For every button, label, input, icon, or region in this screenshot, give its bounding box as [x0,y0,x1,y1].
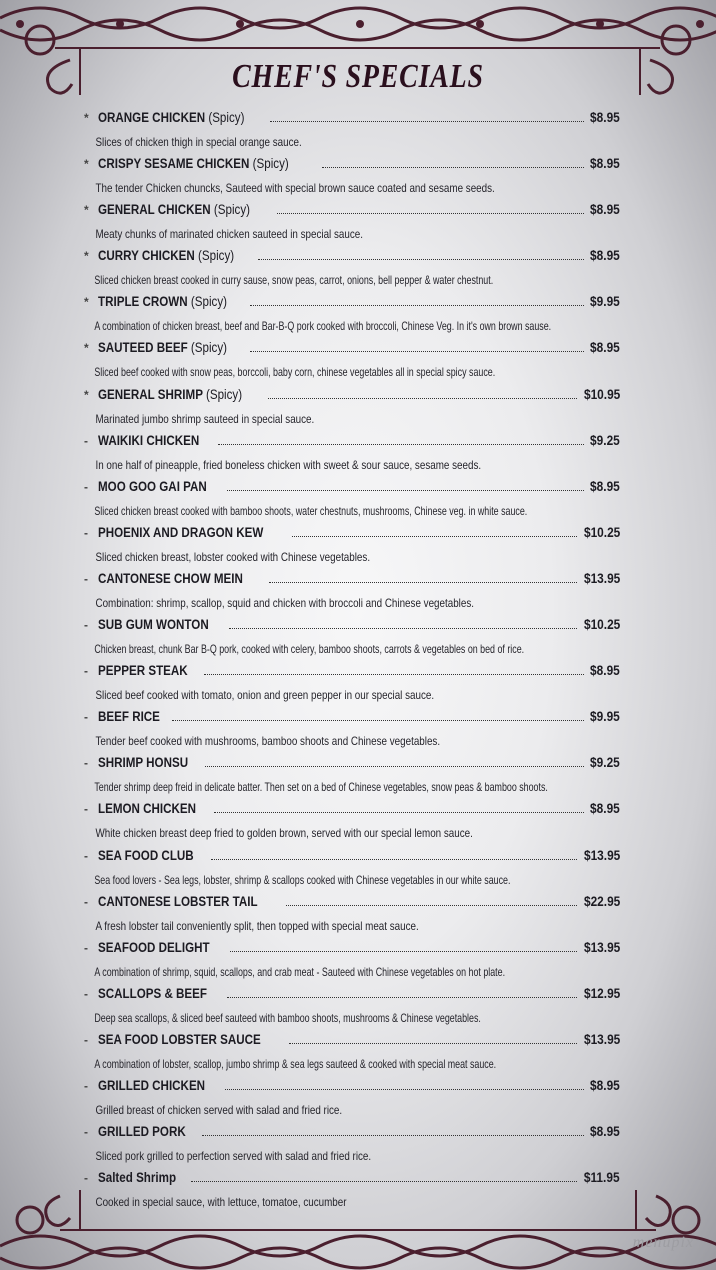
dot-leader [258,259,584,260]
dot-leader [227,490,585,491]
item-price: $12.95 [583,985,620,1001]
item-price: $13.95 [583,1031,620,1047]
bullet-mark: - [84,525,88,540]
item-description: Sliced beef cooked with tomato, onion and green pepper in our special sauce. [95,688,435,703]
item-description: Sliced chicken breast, lobster cooked with Chinese vegetables. [95,549,371,564]
menu-item [84,340,620,386]
item-name: PHOENIX AND DRAGON KEW [98,524,264,540]
item-description: Slices of chicken thigh in special orange sauce. [95,135,302,149]
item-name-wrap [98,571,243,586]
menu-item [84,940,620,986]
item-name: SEA FOOD CLUB [98,847,194,863]
menu-item [84,755,620,801]
menu-item-row [84,801,620,823]
menu-item-row [84,387,620,409]
item-description: A combination of chicken breast, beef and Bar-B-Q pork cooked with broccoli, Chinese Veg. In it's own brown sause. [94,319,552,334]
menu-item-row [84,202,620,224]
item-description: A combination of shrimp, squid, scallops, and crab meat - Sauteed with Chinese vegetables on hot plate. [94,964,506,979]
dot-leader [218,444,584,445]
menu-item [84,479,620,525]
item-price: $8.95 [590,801,620,817]
dot-leader [322,167,584,168]
menu-item [84,433,620,479]
item-name: CURRY CHICKEN [98,248,195,264]
item-price: $10.95 [583,386,620,402]
item-description: In one half of pineapple, fried boneless chicken with sweet & sour sauce, sesame seeds. [95,457,482,472]
item-description: Deep sea scallops, & sliced beef sauteed with bamboo shoots, mushrooms & Chinese vegetables. [94,1010,481,1025]
item-price: $9.95 [590,709,620,725]
dot-leader [172,720,584,721]
item-description: Sliced pork grilled to perfection served with salad and fried rice. [95,1149,372,1164]
menu-item [84,894,620,940]
dot-leader [225,1089,585,1090]
dot-leader [211,859,576,860]
menu-item [84,1078,620,1124]
menu-item [84,848,620,894]
menu-item-row [84,894,620,916]
bullet-mark: - [84,618,88,633]
item-description: Sea food lovers - Sea legs, lobster, shrimp & scallops cooked with Chinese vegetables in our white sauce. [94,872,511,887]
bullet-mark: - [84,433,88,448]
menu-item-row [84,294,620,316]
item-price: $11.95 [584,1170,620,1186]
bullet-mark: - [84,894,88,909]
dot-leader [191,1181,578,1182]
menu-item [84,202,620,248]
menu-item [84,525,620,571]
item-name-wrap [98,1032,261,1047]
dot-leader [286,905,577,906]
item-description: Sliced beef cooked with snow peas, borccoli, baby corn, chinese vegetables all in special spicy sauce. [94,365,496,380]
item-price: $22.95 [583,893,620,909]
spicy-note: (Spicy) [252,156,289,172]
dot-leader [204,674,584,675]
item-name: GENERAL SHRIMP [98,386,203,402]
menu-item [84,387,620,433]
dot-leader [277,213,584,214]
item-name-wrap [98,617,209,632]
bullet-mark: - [84,1032,88,1047]
menu-item-row [84,940,620,962]
menu-item-list [84,110,620,1216]
bullet-mark: - [84,756,88,771]
menu-item-row [84,156,620,178]
item-price: $8.95 [590,340,620,356]
item-price: $13.95 [583,939,620,955]
bullet-mark: - [84,1125,88,1140]
item-name-wrap [98,1124,186,1139]
item-name: SEA FOOD LOBSTER SAUCE [98,1031,261,1047]
bullet-mark: - [84,802,88,817]
item-name: SCALLOPS & BEEF [98,985,208,1001]
item-price: $8.95 [590,478,620,494]
ornamental-bottom-border [0,1190,716,1270]
dot-leader [289,1043,576,1044]
item-name-wrap [98,709,160,724]
item-name: CANTONESE LOBSTER TAIL [98,893,258,909]
dot-leader [229,628,577,629]
item-name-wrap [98,110,244,125]
item-description: Marinated jumbo shrimp sauteed in special sauce. [95,411,315,426]
spicy-note: (Spicy) [190,294,228,310]
item-name-wrap [98,156,289,171]
menu-item [84,663,620,709]
item-description: Sliced chicken breast cooked with bamboo shoots, water chestnuts, mushrooms, Chinese veg. in white sauce. [94,503,528,518]
item-description: Cooked in special sauce, with lettuce, tomatoe, cucumber [95,1195,347,1210]
menu-item [84,986,620,1032]
menu-item-row [84,1032,620,1054]
item-name: SEAFOOD DELIGHT [98,939,210,955]
menu-item [84,248,620,294]
item-name: SAUTEED BEEF [98,340,188,356]
menu-item-row [84,663,620,685]
menu-item-row [84,433,620,455]
item-name-wrap [98,894,258,909]
menu-item-row [84,709,620,731]
item-name: GENERAL CHICKEN [98,202,211,218]
spicy-note: (Spicy) [205,386,243,402]
item-name: CRISPY SESAME CHICKEN [98,156,250,172]
item-price: $9.25 [590,755,620,771]
menu-item-row [84,1124,620,1146]
item-name-wrap [98,986,207,1001]
item-price: $9.25 [590,432,620,448]
menu-item [84,617,620,663]
menu-item-row [84,248,620,270]
item-price: $10.25 [583,524,620,540]
item-name: CANTONESE CHOW MEIN [98,570,243,586]
item-name: PEPPER STEAK [98,663,188,679]
spicy-note: (Spicy) [198,248,235,264]
item-name: BEEF RICE [98,709,160,725]
item-name-wrap [98,801,196,816]
item-description: Tender shrimp deep freid in delicate batter. Then set on a bed of Chinese vegetables, snow peas & bamboo shoots. [94,780,548,795]
item-name: Salted Shrimp [98,1170,177,1186]
item-price: $8.95 [590,156,620,172]
item-price: $13.95 [583,570,620,586]
menu-item [84,1124,620,1170]
bullet-mark: - [84,940,88,955]
bullet-mark: * [84,203,89,218]
item-description: Tender beef cooked with mushrooms, bamboo shoots and Chinese vegetables. [95,734,441,749]
item-description: The tender Chicken chuncks, Sauteed with special brown sauce coated and sesame seeds. [95,181,495,196]
bullet-mark: - [84,1078,88,1093]
dot-leader [227,997,577,998]
item-price: $8.95 [590,663,620,679]
item-description: A fresh lobster tail conveniently split, then topped with special meat sauce. [95,918,419,933]
dot-leader [214,812,584,813]
bullet-mark: - [84,1171,88,1186]
item-name: SHRIMP HONSU [98,755,189,771]
item-description: Sliced chicken breast cooked in curry sause, snow peas, carrot, onions, bell pepper & water chestnut. [94,273,494,288]
dot-leader [202,1135,584,1136]
item-name: WAIKIKI CHICKEN [98,432,200,448]
item-name-wrap [98,433,199,448]
bullet-mark: - [84,664,88,679]
menu-item-row [84,848,620,870]
spicy-note: (Spicy) [190,340,228,356]
bullet-mark: - [84,848,88,863]
bullet-mark: * [84,341,89,356]
item-name: GRILLED PORK [98,1124,186,1140]
bullet-mark: * [84,111,89,125]
menu-item-row [84,571,620,593]
item-price: $9.95 [590,294,620,310]
dot-leader [250,305,584,306]
item-description: A combination of lobster, scallop, jumbo shrimp & sea legs sauteed & cooked with special meat sauce. [94,1056,497,1071]
bullet-mark: * [84,295,89,310]
menu-item-row [84,340,620,362]
item-description: Grilled breast of chicken served with salad and fried rice. [95,1102,343,1117]
menu-item-row [84,525,620,547]
dot-leader [205,766,584,767]
menu-item-row [84,755,620,777]
spicy-note: (Spicy) [213,202,251,218]
item-name-wrap [98,1078,205,1093]
bullet-mark: * [84,249,89,264]
item-price: $8.95 [590,202,620,218]
menu-item [84,571,620,617]
bullet-mark: - [84,986,88,1001]
spicy-note: (Spicy) [208,110,245,125]
item-name: MOO GOO GAI PAN [98,478,207,494]
menu-item [84,709,620,755]
item-name-wrap [98,525,263,540]
item-price: $8.95 [590,248,620,264]
menu-item-row [84,110,620,132]
menu-item-row [84,1170,620,1192]
menu-item-row [84,617,620,639]
bullet-mark: * [84,387,89,402]
item-description: Combination: shrimp, scallop, squid and chicken with broccoli and Chinese vegetables. [95,595,474,610]
bullet-mark: * [84,157,89,172]
item-name: SUB GUM WONTON [98,617,209,633]
item-price: $13.95 [583,847,620,863]
menu-item-row [84,986,620,1008]
watermark: menupix [632,1234,694,1251]
menu-item [84,156,620,202]
menu-item [84,801,620,847]
item-name: TRIPLE CROWN [98,294,188,310]
item-name-wrap [98,340,227,355]
item-name-wrap [98,1170,176,1185]
item-name-wrap [98,387,242,402]
dot-leader [292,536,576,537]
bullet-mark: - [84,479,88,494]
menu-item-row [84,479,620,501]
menu-item [84,110,620,156]
menu-title: CHEF'S SPECIALS [232,58,484,95]
item-name-wrap [98,202,250,217]
item-name: LEMON CHICKEN [98,801,197,817]
item-name: ORANGE CHICKEN [98,110,206,125]
item-name-wrap [98,248,234,263]
item-name-wrap [98,755,188,770]
dot-leader [230,951,577,952]
item-name-wrap [98,663,188,678]
dot-leader [268,398,577,399]
item-description: White chicken breast deep fried to golden brown, served with our special lemon sauce. [95,826,473,841]
item-description: Chicken breast, chunk Bar B-Q pork, cooked with celery, bamboo shoots, carrots & vegetables on bed of rice. [94,642,525,657]
item-name-wrap [98,294,227,309]
item-price: $8.95 [590,1077,620,1093]
item-description: Meaty chunks of marinated chicken sauteed in special sauce. [95,227,363,242]
item-price: $8.95 [590,1124,620,1140]
item-name: GRILLED CHICKEN [98,1077,206,1093]
dot-leader [270,121,584,122]
menu-item-row [84,1078,620,1100]
item-name-wrap [98,479,207,494]
item-name-wrap [98,940,210,955]
dot-leader [269,582,577,583]
item-price: $10.25 [583,617,620,633]
menu-item [84,294,620,340]
dot-leader [250,351,584,352]
bullet-mark: - [84,710,88,725]
item-price: $8.95 [590,110,620,125]
item-name-wrap [98,848,194,863]
bullet-mark: - [84,571,88,586]
menu-item [84,1032,620,1078]
